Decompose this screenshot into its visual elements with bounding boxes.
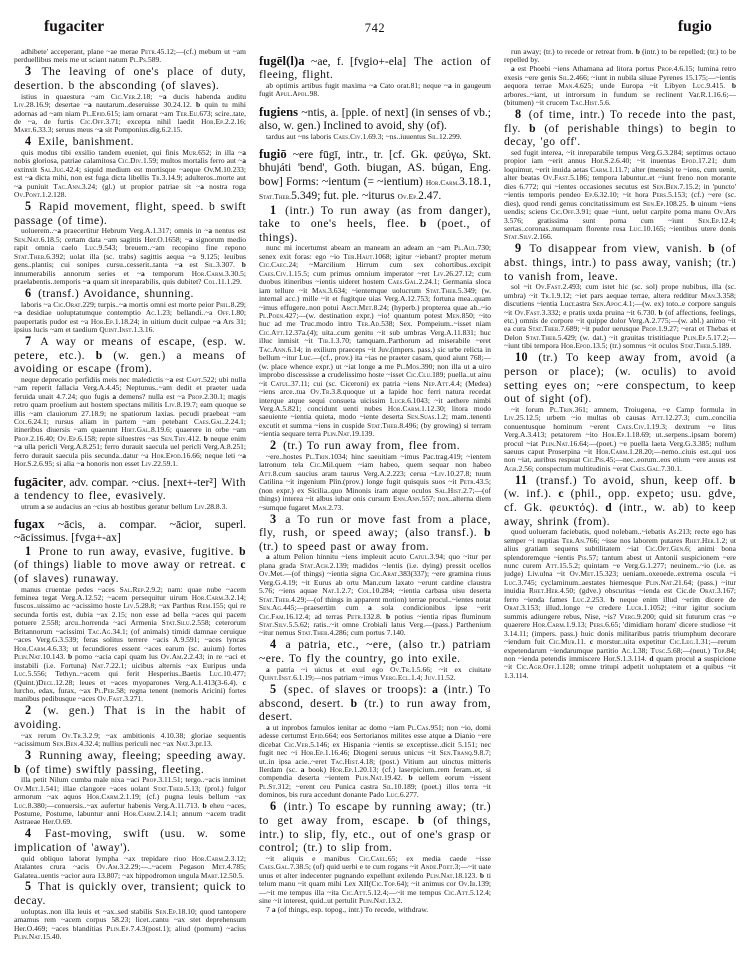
citation-block: quid obliquo laborat lympha ~ax trepidare riuo Hor.Carm.2.3.12; Atalantes crura ~acis Ov.Am.3.2.29;—..~acem Pegason Met.4.785; Galatea..uentis ~acior aura 13.807; ~ax hippodromon ungula Mart.12.50.5. <box>14 853 246 880</box>
sense-number: 4 <box>25 826 32 841</box>
headword-term: fugiens <box>259 104 299 119</box>
sense-number: 3 <box>25 748 32 762</box>
sense-text: The leaving of one's place of duty, desertion. b the absconding (of slaves). <box>14 65 246 92</box>
sense-definition <box>14 545 246 586</box>
citation-block: 7 a (of things, esp. topog., intr.) To recede, withdraw. <box>266 904 429 914</box>
citation-block: sol ~it Ov.Fast.2.493; cum istet hic (sc. sol) prope nubibus, illa (sc. umbra) ~it Tr.1.9.12; ~iet pars aequae terrae, altera redditur Man.3.358; discutiens ~ientia Lucr.astra Sen.Apoc.4.1;—(w. ex) toto..e corpore sanguis ~it Ov.Fast.3.332; e pratis uxda pruina ~it 6.730. b (of affections, feelings, etc.) omnis de corpore ~it quippe dolor Verg.A.2.775;—(w. abl.) animo ~it ea cura Stat.Theb.7.689; ~it pudor uerusque Prop.1.9.27; ~erat et Thebas et Delon Stat.Theb.5.429; (w. dat.) ~it grauitas tristitiaque Plin.Ep.5.17.2;—~iunt tibi tempora Hor.Epod.13.5; (tr.) somnus ~it oculos Stat.Theb.5.189. <box>504 282 736 351</box>
sense-text: (intr.) To run away (as from danger), take to one's heels, flee. b (poet., of things). <box>259 203 491 244</box>
citation-block: utrum a se audacius an ~cius ab hostibus geratur bellum Liv.28.8.3. <box>21 501 228 511</box>
sense-definition <box>504 108 736 149</box>
sense-number: 3 <box>270 511 277 526</box>
sense-definition <box>259 513 491 554</box>
citation-block: quis modus tibi exsilio tandem eueniet, qui finis Mur.652; in illa ~a nobis gloriosa, patriae calamitosa Cic.Div.1.59; multos mortalis ferro aut ~a extinxit Sal.Jug.42.4; siquid medium est mortisque ~aeque Ov.M.10.233; est ~a dicta mihi, non est fuga dicta libellis Tr.3.14.9; adulteros..morte aut ~a puniuit Tac.Ann.3.24; (gl.) ut propior patriae sit ~a nostra roga Ov.Pont.1.2.128. <box>14 147 246 200</box>
sense-number: 6 <box>25 286 32 301</box>
sense-definition <box>259 439 491 453</box>
running-head <box>28 18 722 44</box>
sense-text: a patria, etc., ~ere, (also tr.) patriam ~ere. To fly the country, go into exile. <box>259 638 491 665</box>
sense-text: (transf.) Avoidance, shunning. <box>33 287 194 301</box>
page-number: 742 <box>364 21 386 35</box>
sense-text: (w. gen.) That is in the habit of avoiding. <box>14 704 246 731</box>
sense-number: 2 <box>270 438 277 453</box>
sense-number: 8 <box>515 107 522 122</box>
dictionary-headword-entry <box>14 476 246 503</box>
sense-text: (tr.) To run away from, flee from. <box>278 439 461 453</box>
sense-definition <box>14 749 246 776</box>
running-head-left: fugaciter <box>44 18 105 35</box>
citation-block: sed fugit interea, ~it inreparabile tempus Verg.G.3.284; septimus octauo propior iam ~erit annus Hor.S.2.6.40; ~it inuentas Epod.17.21; dum loquimur, ~erit inuida aetas Carm.1.11.7; alter (mensis) te ~iens, cum uenit, alter beatas Ov.Fast.5.186; tempora labuntur..et ~iunt freno non morante dies 6.772; qui ~ientes occasiones secutus est Sen.Ben.7.15.2; in 'puncto' ~ientis temporis pendeo Ep.6.32.10; ~it hora Pers.5.153; (cf.) ~ere (sc. dies), quod rendi genus concitatissimum est Sen.Ep.108.25. b uinum ~iens uendis; sciens Cic.Off.3.91; quae ~iunt, uelut carpite poma manu Ov.Ars 3.576; gratissima sunt poma cum ~iunt Sen.Ep.12.4; sertas..coronas..numquam florente rosa Luc.10.165; ~ientibus utere donis Stat.Silv.2.166. <box>504 147 736 242</box>
running-head-right: fugio <box>677 18 712 35</box>
sense-text: (of time, intr.) To recede into the past, fly. b (of perishable things) to begin to decay, 'go off'. <box>504 108 736 149</box>
citation-block: a ut inprobos famulos ienitar ac domo ~iam Pl.Cas.951; non ~io, domi adesse certumst Epid.664; eos Sertorianos milites esse atque a Dianio ~ere dicebat Cic.Ver.5.146; ex Hispania ~ientis se exceptisse..dicit 5.151; nec fugit nec ~i Hor.Ep.1.16.46; Diogeni seruus unicus ~it Sen.Tranq.9.8.7; ut..in ipsa acie..~eret Tac.Hist.4.18; (post.) Vitium aut uinctus mitteris Ilerdam (sc. a book) Hor.Ep.1.20.13; (cf.) laserpicium..rem feram..et, si compendia deserta ~ientem Plin.Nat.19.42. b uellem eorum ~issent Pl.St.312; ~erent ceu Punica castra Sil.10.189; (poet.) illos terra ~it dominos, bis rura accedunt donante Pado Luc.6.277. <box>259 722 491 800</box>
sense-text: (intr.) To escape by running away; (tr.) to get away from, escape. b (of things, intr.) to slip, fly, etc., out of one's grasp or control; (tr.) to slip from. <box>259 800 491 855</box>
text-column-1 <box>14 48 246 964</box>
sense-definition <box>14 200 246 227</box>
sense-number: 2 <box>25 703 32 718</box>
citation-block: illa petit Nilum cumba male nixa ~aci Prop.3.11.51; tergo..~acis inminet Ov.Met.1.541; illae clangore ~aces uolant Stat.Theb.5.13; (prol.) fulgor armorum ~ax aquos Hor.Carm.2.1.19; (cf.) pugna leuis bellum ~ax Luc.8.380;—conuersis..~ax aufertur habenis Verg.A.11.713. b eheu ~aces, Postume, Postume, labuntur anni Hor.Carm.2.14.1; annum ~acem tradit Astraeae Her.O.69. <box>14 775 246 827</box>
citation-block: istius in quaestura ~am Cic.Ver.2.18; ~a ducis habenda auditu Liv.28.16.9; desertae ~a nautarum..deseruisse 30.24.12. b quin tu mihi adornas ad ~am niam Pl.Epid.615; iam ornarat ~am Ter.Eu.673; scire..tate, de ~a, de furtis Cic.Off.3.71; excepta nihil laedit Hor.Ep.2.2.16; Mart.6.33.3; seruus meus ~a sit Pomponius.dig.6.2.15. <box>14 91 246 135</box>
citation-block: ~ax rerum Ov.Tr.3.2.9; ~ax ambitionis 4.10.38; gloriae sequentis ~acissimum Sen.Ben.4.32.4; nullius periculi nec ~ax Nat.3.pr.13. <box>14 730 246 749</box>
sense-definition <box>259 204 491 245</box>
sense-text: Exile, banishment. <box>33 135 135 149</box>
sense-number: 4 <box>25 134 32 149</box>
sense-number: 5 <box>25 879 32 894</box>
sense-text: Prone to run away, evasive, fugitive. b (of things) liable to move away or retreat. c (of slaves) runaway. <box>14 544 246 585</box>
sense-definition <box>14 880 246 907</box>
text-column-3 <box>504 48 736 964</box>
sense-text: (transf.) To avoid, shun, keep off. b (w. inf.). c (phil., opp. expeto; usu. gdve, cf. Gk. φευκτός). d (intr., w. ab) to keep away, shrink (from). <box>504 473 736 528</box>
sense-text: Running away, fleeing; speeding away. b (of time) swiftly passing, fleeting. <box>14 749 246 776</box>
headword-morphology: , adv. compar. ~cius. [next+-ter²] <box>63 475 217 489</box>
dictionary-headword-entry <box>259 55 491 82</box>
sense-definition <box>14 135 246 149</box>
headword-term: fugāciter <box>14 474 64 489</box>
dictionary-headword-entry <box>14 518 246 545</box>
sense-text: That is quickly over, transient; quick to decay. <box>14 880 246 908</box>
citation-block: a patria ~i uictus et exul ego Ov.Tr.1.5.66; ~it ex ciuitate Quint.Inst.6.1.19;—nos patriam ~imus Verg.Ecl.1.4; Juv.11.52. <box>259 664 491 683</box>
sense-number: 9 <box>515 241 522 256</box>
dictionary-headword-entry <box>259 106 491 133</box>
sense-definition <box>504 474 736 528</box>
citation-block: laboris ~a Cic.Orat.229; turpis..~a mortis omni est morte peior Phil.8.29; ~a desidiae uoluptatumque contemptio Ac.1.23; bellandi..~a Off.1.80; paupertatis pudor est ~a Hor.Ep.1.18.24; in uitium ducit culpae ~a Ars 31; ipsius lucis ~am et taedium Quint.Inst.1.3.16. <box>14 299 246 334</box>
headword-gloss: The action of fleeing, flight. <box>259 55 491 82</box>
sense-definition <box>14 287 246 301</box>
sense-number: 10 <box>515 350 529 365</box>
sense-number: 5 <box>270 681 277 696</box>
sense-number: 1 <box>270 202 277 217</box>
citation-block: quod uolueram faciebatis, quod nolebam..~iebatis As.213; recte ego has semper ~i nuptias Ter.An.766; ~isse nos laborem putares Rhet.Her.1.2; ut alius gratiam sequens subtilitatem ~iat Cic.Opt.Gen.6; animi bona splendoremque ~ientis Pis.57; tantum abest ut Antonii suspicionem ~ere nunc curem Att.15.5.2; quintam ~e Verg.G.1.277; neuinem..~io (i.e. as judge) Liv.ulna ~it Ov.Met.15.323; ueniam..oxeoede..extrema oscula ~i Luc.3.745; cyclaminum..aestates hiemesque Plin.Nat.21.64; (pass.) ~itur inuidia Rhet.Her.4.50; (gdve.) obscuritas ~ienda est Cic.de Orat.3.167; ferro ~ienda fames Luc.2.253. b neque enim illud ~erim dicere de Orat.3.153; illud..longe ~e credere Lucr.1.1052; ~itur igitur socium summis adiungere rebus, Nise, ~is? Verg.9.200; quid sit futurum cras ~e quaerere Hor.Carm.1.9.13; Pers.6.65; 'dimidiam horam' dicere studiose ~it 3.14.11; (impers. pass.) huic donis militaribus patris triumphum decorare ~iendum fuit Cic.Mur.11. c morstur..uita expetitur Cic.Leg.1.31;—rerum expetendarum ~iendarumque partitio Ac.1.38; Tusc.5.68;—(neut.) Top.84; non ~ienda petendis immiscere Hor.S.1.3.114. d quam procul a suspicione ~it Cic.Agr.Off.1.128; omne tritupi adpetit uoluptatem et a quibus ~it 1.3.114. <box>504 527 736 680</box>
sense-text: Rapid movement, flight, speed. b swift passage (of time). <box>14 200 246 227</box>
citation-block: uoluptas..non illa leuis et ~ax..sed stabilis Sen.Ep.18.10; quod tantopere amamus rem ~acem corpus 58.23; licet..cantu ~ax stet deprehensum Her.O.469; ~aces blanditias Plin.Ep.7.4.3(post.1); aliud (pomum) ~acius Plin.Nat.15.40. <box>14 906 246 941</box>
sense-number: 5 <box>25 199 32 214</box>
citation-block: tardus aut ~ns laboris Caes.Civ.1.69.3; ~ns..iuuentus Sil.12.299. <box>266 131 462 141</box>
sense-number: 6 <box>270 799 277 814</box>
citation-block: adhibete' acceperant, plane ~ae merae Petr.45.12;—(cf.) mebum ut ~am perduellibus meis me ut sciant natum Pl.Ps.589. <box>14 48 246 65</box>
sense-definition <box>14 335 246 376</box>
sense-number: 1 <box>25 543 32 558</box>
sense-text: Fast-moving, swift (usu. w. some implication of 'away'). <box>14 827 246 854</box>
sense-definition <box>14 827 246 854</box>
sense-definition <box>259 800 491 854</box>
headword-term: fugax <box>14 516 45 531</box>
column-container <box>14 48 736 964</box>
sense-number: 11 <box>515 472 528 487</box>
citation-block: ~ere..hostes Pl.Trin.1034; hinc saeuitiam ~imus Pac.trag.419; ~ientem latronum tela Cic.Mil.quem ~iam habeo, quem sequar non habeo Att.8.cum saucius aram taurus Verg.A.2.223; cerua ~Liv.10.27.8; tuum Catilina ~it ingenium Plin.(prov.) longe fugit quisquis suos ~it Petr.43.5; (non expr.) ex Sicilia..quo Minonis iram atque oculos Sal.Hist.2.7;—(of things) interea ~it albus iubar onis cursum Enn.Ann.557; nox..alterna diem ~sumque fugaret Man.2.73. <box>259 451 491 512</box>
sense-text: (tr.) To keep away from, avoid (a person or place); (w. oculis) to avoid setting eyes on; ~ere conspectum, to keep out of sight (of). <box>504 351 736 406</box>
citation-block: run away; (tr.) to recede or retreat from. b (intr.) to be repelled; (tr.) to be repelled by. <box>504 48 736 65</box>
citation-block: ~it forum Pl.Trin.361; amnem, Troiugena, ~e Camp formula in Liv.25.12.5; urbem ~io multas ob causas Att.12.27.3; cum..concilia conuentusque hominum ~erent Caes.Civ.1.19.3; dextrum ~e litus Verg.A.3.413; petatorem ~ito Hor.Ep.1.18.69; ut..serpens..ipsam borem) procul ~iat Plin.Nat.16.64;—(poet.) ~e puella laeta Verg.G.3.385; nullum saeuus caput Proserpina ~it Hor.Carm.1.28.20;—nemo..ciuis est..qui uos non ~iat, auribus respuat Cic.Pis.45;—nec..eorum..eos etium ~ere ausus est Agr.2.56; conspectum multitudinis ~erat Caes.Gal.7.30.1. <box>504 404 736 473</box>
sense-definition <box>504 351 736 405</box>
sense-definition <box>14 704 246 731</box>
headword-term: fugēl(l)a <box>259 54 305 68</box>
headword-morphology: ~ae, f. [fvgio+-ela] <box>304 55 407 68</box>
sense-number: 7 <box>25 333 32 348</box>
sense-text: A way or means of escape, (esp. w. petere, etc.). b (w. gen.) a means of avoiding or escape (from). <box>14 334 246 376</box>
citation-block: a est Phoebi ~iens Athamana ad litora portus Prop.4.6.15; lumina retro exesis ~ere genis Sil.2.466; ~iunt in nubila siluae Pyrenes 15.175;—~ientis aequora terrae Man.4.625; unde Europa ~it Libyen Luc.9.415. b arbores..~iant, ut introrsum in fundum se reclinent Var.R.1.16.6;—(bitumen) ~it crucem Tac.Hist.5.6. <box>504 64 736 108</box>
citation-block: ~it aliquis e manibus Cic.Cael.65; ex media caede ~isse Caes.Gal.7.38.5; (of) quid uerbi e te cum rogans ~it Ande.Poet.3;—~it uate unus et alter indecenter pugnando expellunt exilendo Plin.Nat.18.123. b ti telum manu ~it quam mihi Lex XII(Cic.Top.64); ~it animus cor Ov.Ib.139;—~it me tempus illa ~ita Cic.Att.5.12.4;—~it me tempus Cic.Att.5.12.4; sine ~it interest, quid..ut pertulit Plin.Nat.13.2. <box>259 853 491 905</box>
sense-definition <box>504 242 736 283</box>
headword-morphology: ~ācis, a. compar. ~ācior, superl. ~ācissimus. [fvga+-ax] <box>14 517 246 545</box>
sense-text: (spec. of slaves or troops): a (intr.) To abscond, desert. b (tr.) to run away from, desert. <box>259 682 491 724</box>
headword-morphology: ~ntis, a. [pple. of next] (in senses of vb.; also, w. gen.) Inclined to avoid, shy (of). <box>259 105 491 133</box>
sense-definition <box>259 683 491 724</box>
headword-gloss: With a tendency to flee, evasively. <box>14 475 246 503</box>
citation-block: manus cruentae pedes ~aces Sal.Rep.2.9.2; nam: quae nube ~acem feminea tegat Verg.A.12.52; ~acem persequitur uirum Hor.Carm.3.2.14; fuscos..uissimo ac ~acissimo hoste Liv.5.28.8; ~ax Parthus Rem.155; qui re secunda fortis est, dubia ~ax 2.15; non esse ad bella ~aces qui pacem potuere 2.558; arcu..horrenda ~aci Armenia Stat.Silu.2.558; ceterorum Britannorum ~acissimi Tac.Ag.34.1; (of animals) timidi damnae ceruique ~aces Verg.G.3.539; feras solitus terrere ~acis A.9.591; ~aces lyncas Hor.Carm.4.6.33; ut fecundiores essent ~aces earum (sc. auium) fortes Plin.Nat.10.143. b pomo ~acia capi quam lus Ov.Am.2.2.43; in re ~aci et instabili (i.e. Fortuna) Nat.7.22.1; uicibus alternis ~ax Euripus unda Luc.5.556; Tethyn..~acem qui ferit Hesperius..Baetis Luc.10.477; (Quint.)Decl.12.28; leues et ~aces myoparones Verg.A.1.413(3-6.4). c lurcho, edax, furax, ~ax Pl.Per.58; regna tenent (nemoris Aricini) fortes manibus pedibusque ~aces Ov.Fast.3.271. <box>14 584 246 704</box>
sense-definition <box>14 65 246 92</box>
sense-definition <box>259 638 491 665</box>
citation-block: neque deprecatio perfidiis meis nec maledictis ~a est Capt.522; ubi nulla ~am reperit fallacia Verg.A.4.45; Neptunus..~am dedit et praeter uada feruida unait 4.7.24; quo fugis a demens? nulla est ~a Prop.2.30.1; magis retro quam proelium aut hostem spectans militis Liv.8.19.7; eam quoque se illis ~am clauiorum 27.18.9; ne spatiorum laxias. pecudi praebeat ~am Col.6.24.1; rursus aliam in partem ~am petebant Caes.Gal.2.24.1; itineribus diuersis ~am quaerunt Hirt.Gal.8.19.6; quaerere in orbe ~am Prop.2.16.40; Ov.Ep.6.158; repte siluestres ~as Sen.Thy.412. b neque enim ~a ulla pericli Verg.A.8.251; ferro durauit saecula uel pericli Verg.A.8.251; ferro durauit saecula piis secunda..datur ~a Hor.Epod.16.66; neque leti ~a Hor.S.2.6.95; si alia ~a honoris non esset Liv.22.59.1. <box>14 374 246 469</box>
citation-block: nunc mi incertumst abeam an maneam an adeam an ~am Pl.Aul.730; senex exit foras: ego ~io Ter.Haut.1068; igitur ~iebant? propter metum Cic.Caec.24; ~Marcilium Hirrum cum sex cohortibus..excipit Caes.Civ.1.15.5; cum primus omnium imperator ~ret Liv.26.27.12; cum duobus itineribus ~ientis uideret hostem Caes.Gal.2.24.1; Germania sloca iam tellure ~it Man.3.634; ~ientemque uolucrum Stat.Theb.5.349; (w. internal acc.) mille ~it et fugitque uias Verg.A.12.753; fortuna mea..quam ~imus effugere..non potui Arct.Met.8.24; (hyperb.) propterea quae ab..~io Pl.Poen.427;—(w. destination expr.) ~io! quantum potest Men.850; ~ito huc ad me Truc.modo intro Ter.Ad.538; Sex. Pompeium..~isset niam Cic.Att.12.37a.(4); uita..cum genitu ~it sub umbras Verg.A.11.831; huc illuc inmisit ~it Tib.1.3.70; tamquam..Parthorum ad miserabile ~eret Tac.Ann.6.14; in exilium praeceps ~it Juv.(impers. pass.) sic urbe relicta in bellum ~itur Luc.—(cf., prov.) ita ~ias ne praeter casam, quod aiunt 768;—(w. place whence expr.) ut ~iat longe a me Pl.Mos.390; non illa ut a uiro improbo discessisse a crudelissimo hoste ~isset Cic.Clu.189; puella..ut ainu ~it Catul.37.11; cui (sc. Ciceroni) ex patria ~iens Nep.Att.4.4; (Medea) ~iens arce..tua Ov.Tr.3.8.quoque ut a lapide hoc ferri natura recedat interque atque sequi consueta uicissim Lucr.6.1043; ~it aethere nimbi Verg.A.5.821; concidunt uenti nubes Hor.Carm.1.12.30; litora modo saeuiente ~ientia quieta, modo ~iente deserta Sen.Suas.1.2; mam..tenenti excutit et summa ~iens in cuspide Stat.Theb.8.496; (by growing) si terram ~ientia sequare terra Plin.Nat.19.139. <box>259 243 491 439</box>
sense-text: To disappear from view, vanish. b (of abst. things, intr.) to pass away, vanish; (tr.) to vanish from, leave. <box>504 242 736 283</box>
text-column-2 <box>259 48 491 964</box>
sense-text: a To run or move fast from a place, fly, rush, or speed away; (also transf.). b (tr.) to speed past or away from. <box>259 512 491 553</box>
citation-block: ab optimis artibus fugit maxima ~a Cato orat.81; neque ~a in gaugeum fugit Apul.Apol.98. <box>259 80 491 99</box>
sense-number: 3 <box>25 64 32 79</box>
dictionary-headword-entry <box>259 148 491 204</box>
headword-morphology: ~ere fūgī, intr., tr. [cf. Gk. φεύγω, Skt. bhujáti 'bend', Goth. biugan, AS. búgan, Eng. bow] Forms: ~ientum (= ~ientium) Hor.Carm.3.18.1, Stat.Theb.5.349; fut. ple. ~iturus Ov.Ep.2.47. <box>259 147 491 203</box>
sense-number: 4 <box>270 637 277 652</box>
citation-block: uoluerem..~a praecertitur Hebrum Verg.A.1.317; omnis in ~a nentus est Sen.Nat.6.18.5; certam data ~am sagittis Her.O.1658; ~a signorum medio rapit omnia caelo Luc.9.543; breuem..~am recopino fine repono Stat.Theb.6.392; uolat illa (sc. trabs) sagittis aequa ~a 9.125; leuibus gens..plantis; cui sonipes cursu..cesserit..tanta ~a est Sil.3.307. b innumerabilis annorum series et ~a temporum Hor.Carm.3.30.5; praelabentis..temporis ~a quam sit inreparabilis, quis dubitet? Col.11.1.29. <box>14 226 246 287</box>
headword-term: fugiō <box>259 146 287 161</box>
citation-block: a altum Pelion hinnitu ~iens impleuit acuto Catul.3.94; quo ~itur per plana grada Stat.Ach.2.139; madidos ~lentis (i.e. dying) pressit ocellos Ov.Met.—(of things) ~ientia signa Cic.Arat.383(337); ~ere gramina riuus Verg.G.4.19; ~it Eurus ab ortu Man.cum laxato ~erunt cardine claustra 5.76; ~iens aquae Nat.1.2.7; Col.10.284; ~ientia carbasa uisu deserta Stat.Theb.4.29;—(of things in apparent motion) terrae procul..~ientes notat Sen.Ag.445;—praesertim cum a sola condicionibus ipse ~erit Cic.Fam.16.12.4; ad terras Petr.132.8. b potius ~ientia ripas fluminum Stat.Silv.5.5.62; ratis..~it omne Crobiali latus Verg.—(pass.) Parthenium ~itur nemus Stat.Theb.4.286; cum portus 7.140. <box>259 552 491 638</box>
